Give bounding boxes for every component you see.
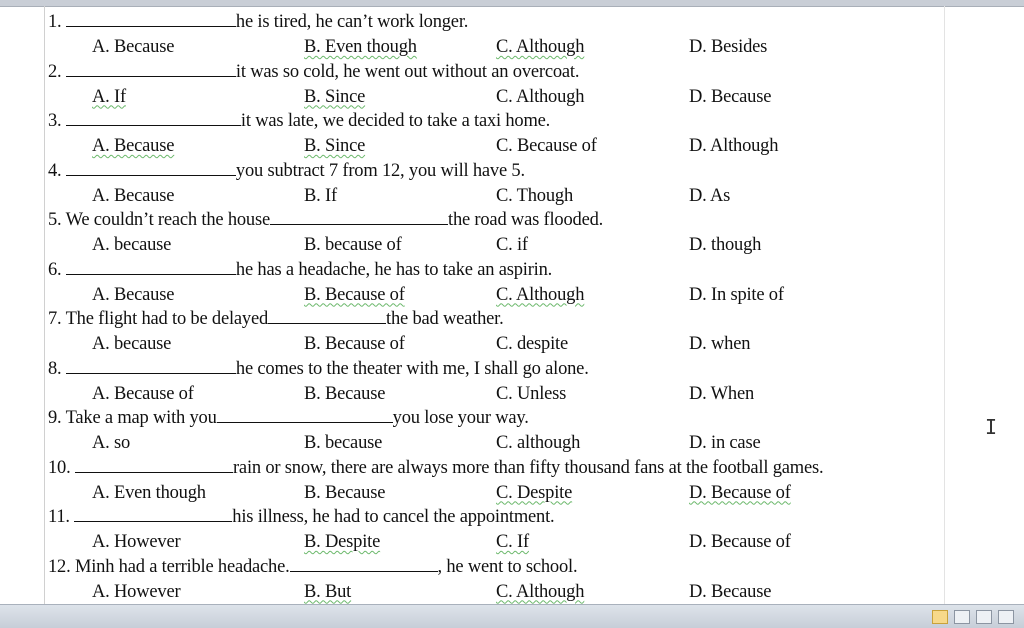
document-page[interactable]: [48, 10, 948, 604]
option-b[interactable]: B. because of: [304, 235, 402, 255]
answer-blank[interactable]: [74, 507, 232, 522]
options-line: [48, 332, 908, 356]
question-number: 10.: [48, 457, 71, 478]
option-c[interactable]: C. Though: [496, 185, 574, 206]
question-number: 4.: [48, 160, 62, 181]
question-number: 6.: [48, 259, 62, 280]
question-stem-end: you lose your way.: [392, 408, 529, 428]
question-number: 7.: [48, 309, 62, 329]
option-d[interactable]: D. As: [689, 185, 731, 206]
web-layout-view-icon[interactable]: [976, 610, 992, 624]
answer-blank[interactable]: [66, 161, 236, 176]
option-b[interactable]: B. because: [304, 433, 383, 453]
answer-blank[interactable]: [290, 557, 438, 572]
outline-view-icon[interactable]: [998, 610, 1014, 624]
option-d[interactable]: D. Besides: [689, 37, 768, 57]
option-c[interactable]: C. despite: [496, 334, 568, 354]
options-line: [48, 233, 908, 257]
options-line: [48, 530, 908, 554]
options-line: [48, 382, 908, 406]
option-a[interactable]: A. because: [92, 235, 172, 255]
answer-blank[interactable]: [217, 408, 393, 423]
option-d[interactable]: D. In spite of: [689, 284, 784, 305]
option-c[interactable]: C. Although: [496, 284, 585, 305]
question-stem-start: The flight had to be delayed: [65, 309, 269, 329]
question-line[interactable]: [48, 208, 603, 232]
option-a[interactable]: A. Even though: [92, 482, 206, 503]
question-stem-end: he is tired, he can’t work longer.: [235, 12, 469, 32]
option-b[interactable]: B. Because of: [304, 334, 405, 354]
question-number: 12.: [48, 556, 71, 577]
question-number: 2.: [48, 61, 62, 82]
option-c[interactable]: C. Because of: [496, 136, 597, 156]
options-line: [48, 134, 908, 158]
answer-blank[interactable]: [66, 111, 241, 126]
option-a[interactable]: A. However: [92, 581, 181, 602]
question-stem-end: , he went to school.: [437, 556, 578, 577]
answer-blank[interactable]: [270, 210, 448, 225]
question-number: 8.: [48, 358, 62, 379]
text-cursor-icon: I: [985, 415, 998, 439]
question-line[interactable]: [48, 109, 550, 133]
full-screen-reading-view-icon[interactable]: [954, 610, 970, 624]
option-a[interactable]: A. Because: [92, 284, 175, 305]
options-line: [48, 283, 908, 307]
option-b[interactable]: B. Because: [304, 383, 386, 404]
option-a[interactable]: A. Because: [92, 185, 175, 206]
option-b[interactable]: B. Since: [304, 86, 366, 107]
option-b[interactable]: B. Despite: [304, 532, 381, 552]
options-line: [48, 580, 908, 604]
option-a[interactable]: A. so: [92, 433, 131, 453]
question-stem-end: you subtract 7 from 12, you will have 5.: [235, 160, 525, 181]
answer-blank[interactable]: [66, 260, 236, 275]
options-line: [48, 85, 908, 109]
option-d[interactable]: D. Although: [689, 136, 779, 156]
option-d[interactable]: D. in case: [689, 433, 761, 453]
question-stem-end: he comes to the theater with me, I shall go alone.: [235, 358, 589, 379]
question-line[interactable]: [48, 307, 504, 331]
window-top-border: [0, 0, 1024, 7]
option-d[interactable]: D. Because of: [689, 482, 791, 503]
question-line[interactable]: [48, 406, 529, 430]
question-stem-end: the bad weather.: [386, 309, 504, 329]
option-a[interactable]: A. If: [92, 86, 126, 107]
question-stem-end: it was so cold, he went out without an overcoat.: [235, 61, 580, 82]
option-c[interactable]: C. Unless: [496, 383, 567, 404]
option-a[interactable]: A. Because: [92, 37, 175, 57]
question-line[interactable]: [48, 159, 525, 183]
option-b[interactable]: B. Even though: [304, 37, 417, 57]
option-c[interactable]: C. Although: [496, 86, 585, 107]
answer-blank[interactable]: [66, 359, 236, 374]
option-d[interactable]: D. When: [689, 383, 755, 404]
left-page-margin-line: [44, 6, 45, 604]
question-line[interactable]: [48, 456, 823, 480]
option-c[interactable]: C. Although: [496, 37, 585, 57]
question-line[interactable]: [48, 357, 589, 381]
option-d[interactable]: D. Because of: [689, 532, 791, 552]
option-d[interactable]: D. Because: [689, 86, 772, 107]
question-number: 9.: [48, 408, 62, 428]
option-c[interactable]: C. if: [496, 235, 528, 255]
question-line[interactable]: [48, 555, 577, 579]
question-number: 5.: [48, 210, 62, 230]
option-a[interactable]: A. Because of: [92, 383, 194, 404]
option-c[interactable]: C. Despite: [496, 482, 573, 503]
option-b[interactable]: B. If: [304, 185, 337, 206]
question-stem-end: his illness, he had to cancel the appointment.: [232, 507, 555, 527]
question-stem-end: he has a headache, he has to take an aspirin.: [235, 259, 553, 280]
question-number: 11.: [48, 507, 70, 527]
question-stem-start: Minh had a terrible headache.: [74, 556, 290, 577]
status-bar: [0, 604, 1024, 628]
question-stem-end: it was late, we decided to take a taxi home.: [240, 111, 551, 131]
answer-blank[interactable]: [268, 309, 386, 324]
option-d[interactable]: D. when: [689, 334, 751, 354]
option-a[interactable]: A. However: [92, 532, 181, 552]
question-number: 1.: [48, 12, 62, 32]
question-stem-end: rain or snow, there are always more than fifty thousand fans at the football games.: [232, 457, 824, 478]
option-a[interactable]: A. because: [92, 334, 172, 354]
question-stem-start: We couldn’t reach the house: [65, 210, 270, 230]
question-line[interactable]: [48, 10, 468, 34]
option-c[interactable]: C. If: [496, 532, 529, 552]
answer-blank[interactable]: [66, 12, 236, 27]
question-line[interactable]: [48, 505, 554, 529]
option-b[interactable]: B. Because of: [304, 284, 405, 305]
answer-blank[interactable]: [75, 458, 233, 473]
option-d[interactable]: D. Because: [689, 581, 772, 602]
option-d[interactable]: D. though: [689, 235, 762, 255]
options-line: [48, 184, 908, 208]
option-b[interactable]: B. Because: [304, 482, 386, 503]
answer-blank[interactable]: [66, 62, 236, 77]
option-b[interactable]: B. Since: [304, 136, 366, 156]
question-line[interactable]: [48, 60, 579, 84]
question-number: 3.: [48, 111, 62, 131]
options-line: [48, 431, 908, 455]
options-line: [48, 35, 908, 59]
question-stem-start: Take a map with you: [65, 408, 217, 428]
option-c[interactable]: C. although: [496, 433, 581, 453]
option-a[interactable]: A. Because: [92, 136, 175, 156]
question-line[interactable]: [48, 258, 552, 282]
option-c[interactable]: C. Although: [496, 581, 585, 602]
option-b[interactable]: B. But: [304, 581, 352, 602]
print-layout-view-icon[interactable]: [932, 610, 948, 624]
question-stem-end: the road was flooded.: [448, 210, 604, 230]
options-line: [48, 481, 908, 505]
